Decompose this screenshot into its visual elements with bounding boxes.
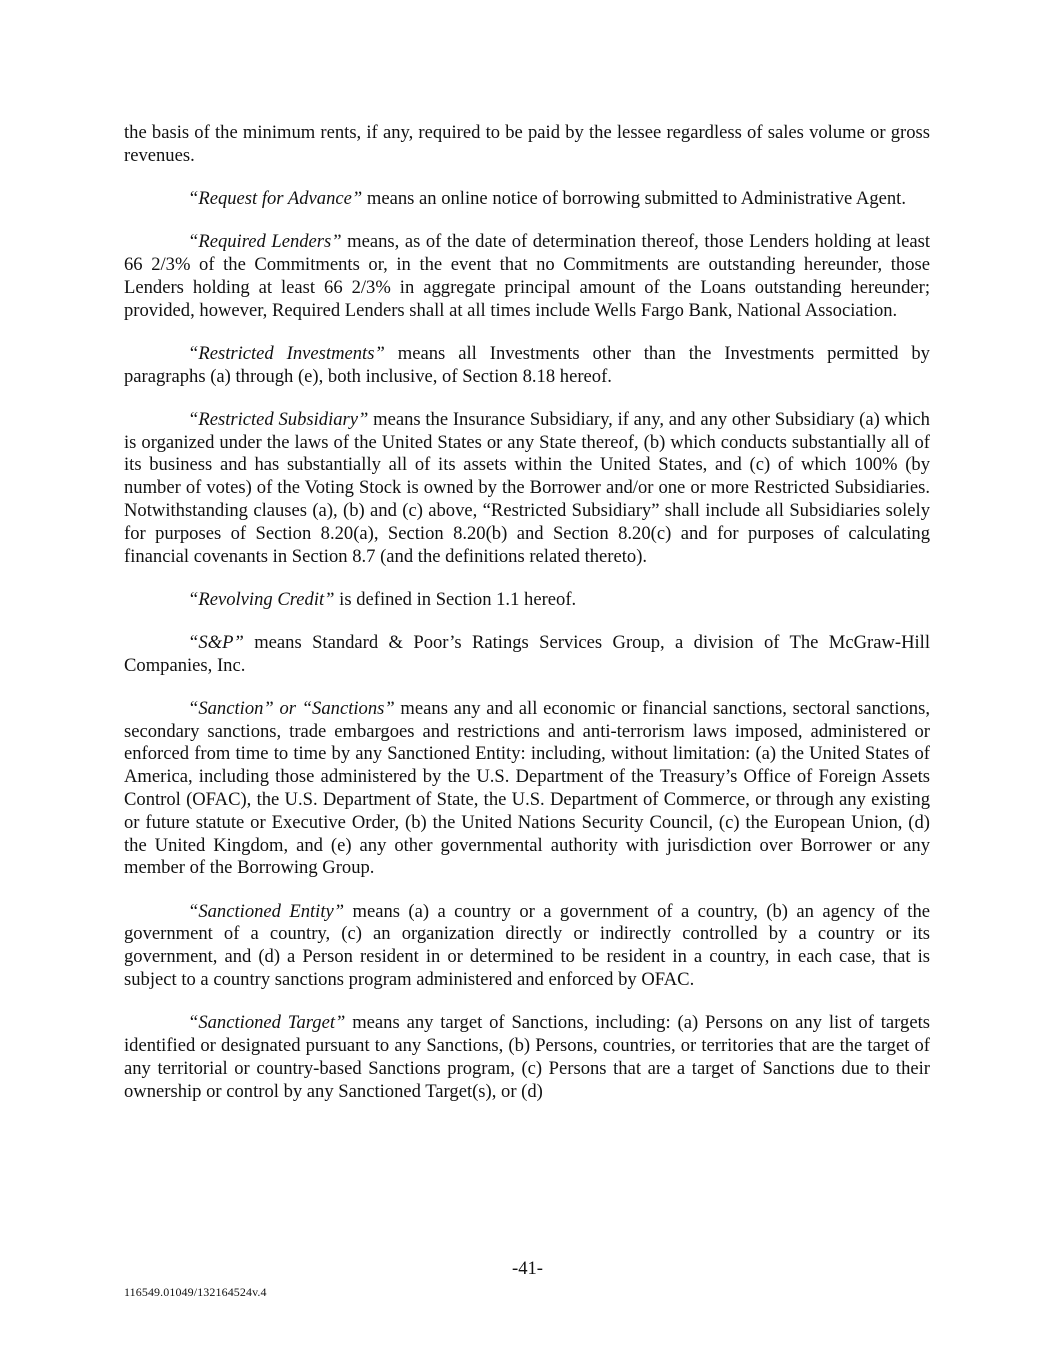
definition-text: is defined in Section 1.1 hereof. <box>334 588 577 610</box>
defined-term: “Request for Advance” <box>188 187 363 209</box>
defined-term: “S&P” <box>188 631 244 653</box>
defined-term: “Revolving Credit” <box>188 588 335 610</box>
paragraph-continuation <box>124 122 930 168</box>
defined-term: “Sanctioned Target” <box>188 1012 346 1034</box>
definition-text: means the Insurance Subsidiary, if any, and any other Subsidiary (a) which is organized under the laws of the United States or any State thereof, (b) which conducts substantially all of its business and has substantially all of its assets within the United States, and (c) of which 100% (by number of votes) of the Voting Stock is owned by the Borrower and/or one or more Restricted Subsidiaries. Notwithstanding clauses (a), (b) and (c) above, “Restricted Subsidiary” shall include all Subsidiaries solely for purposes of Section 8.20(a), Section 8.20(b) and Section 8.20(c) and for purposes of calculating financial covenants in Section 8.7 (and the definitions related thereto). <box>124 408 930 567</box>
defined-term: “Sanction” or “Sanctions” <box>188 697 395 719</box>
definition-text: means any target of Sanctions, including: (a) Persons on any list of targets identified or designated pursuant to any Sanctions, (b) Persons, countries, or territories that are the target of any territorial or country-based Sanctions program, (c) Persons that are a target of Sanctions due to their ownership or control by any Sanctioned Target(s), or (d) <box>124 1012 930 1102</box>
definition-restricted-subsidiary <box>124 409 930 569</box>
definition-restricted-investments <box>124 343 930 389</box>
definition-text: means Standard & Poor’s Ratings Services Group, a division of The McGraw-Hill Companies, Inc. <box>124 631 930 676</box>
definition-text: the basis of the minimum rents, if any, required to be paid by the lessee regardless of sales volume or gross revenues. <box>124 122 930 166</box>
definition-s-and-p <box>124 632 930 678</box>
page-number: -41- <box>512 1258 543 1279</box>
definition-text: means an online notice of borrowing submitted to Administrative Agent. <box>362 187 906 209</box>
definition-sanctioned-target <box>124 1012 930 1103</box>
defined-term: “Required Lenders” <box>188 231 342 253</box>
document-body <box>124 122 930 1124</box>
definition-text: means (a) a country or a government of a country, (b) an agency of the government of a country, (c) an organization directly or indirectly controlled by a country or its government, and (d) a Person resident in or determined to be resident in a country, in each case, that is subject to a country sanctions program administered and enforced by OFAC. <box>124 900 931 991</box>
definition-text: means all Investments other than the Investments permitted by paragraphs (a) through (e), both inclusive, of Section 8.18 hereof. <box>124 342 930 387</box>
definition-revolving-credit <box>124 589 930 612</box>
definition-sanctioned-entity <box>124 901 930 992</box>
document-id: 116549.01049/132164524v.4 <box>124 1285 267 1299</box>
defined-term: “Restricted Subsidiary” <box>188 408 369 430</box>
definition-text: means any and all economic or financial sanctions, sectoral sanctions, secondary sanctions, trade embargoes and restrictions and anti-terrorism laws imposed, administered or enforced from time to time by any Sanctioned Entity: including, without limitation: (a) the United States of America, including those administered by the U.S. Department of the Treasury’s Office of Foreign Assets Control (OFAC), the U.S. Department of State, the U.S. Department of Commerce, or through any existing or future statute or Executive Order, (b) the United Nations Security Council, (c) the European Union, (d) the United Kingdom, and (e) any other governmental authority with jurisdiction over Borrower or any member of the Borrowing Group. <box>124 697 930 879</box>
defined-term: “Sanctioned Entity” <box>188 900 345 922</box>
definition-text: means, as of the date of determination thereof, those Lenders holding at least 66 2/3% of the Commitments or, in the event that no Commitments are outstanding hereunder, those Lenders holding at least 66 2/3% in aggregate principal amount of the Loans outstanding hereunder; provided, however, Required Lenders shall at all times include Wells Fargo Bank, National Association. <box>124 231 930 321</box>
definition-sanctions <box>124 698 930 880</box>
definition-required-lenders <box>124 231 930 322</box>
definition-request-for-advance <box>124 188 930 211</box>
defined-term: “Restricted Investments” <box>188 342 385 364</box>
